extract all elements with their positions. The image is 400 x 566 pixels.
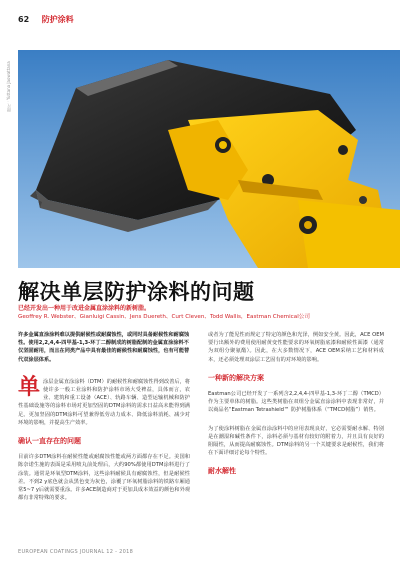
subheading-3: 耐水解性: [208, 467, 236, 476]
body-paragraph-5: 为了使涂料树脂在金属直涂涂料中的应用表现良好，它必需要耐水解、特别是在潮湿和碱性条件下，涂料必须与基材有较好的附着力，并且具有良好的阻隔性，从而提高耐腐蚀性。DTM涂料的另一个关键要求是耐候性，我们将在下面详细讨论每个特性。: [208, 425, 384, 457]
subheading-2: 一种新的解决方案: [208, 373, 264, 382]
left-column: [18, 331, 190, 512]
lead-paragraph: 许多金属直涂涂料难以提供耐候性或耐腐蚀性，或同时具备耐候性和耐腐蚀性。使用2,2,4,4-四甲基-1,3-环丁二醇制成的树脂配制的金属直涂涂料不仅坚固耐用，而且在同类产品中具有最佳的耐候性和耐腐蚀性，也有可能替代双涂层体系。: [18, 332, 190, 363]
body-paragraph-4: Eastman公司已经开发了一系列含2,2,4,4-四甲基-1,3-环丁二醇（TMCD）作为主要单体的树脂。这些类树脂在双组分金属直涂涂料中表现非常好，并以商品名“Eastman Tetrashield™ 防护树脂体系（“TMCD树脂”）销售。: [208, 391, 384, 414]
excavator-bucket-image: [18, 50, 400, 268]
article-title: 解决单层防护涂料的问题: [18, 280, 255, 304]
page-header: [18, 13, 382, 27]
photo-credit: 照片：Yuttana Jaowattana: [6, 61, 11, 112]
article-authors: Geoffrey R. Webster、Gianluigi Cassin、Jens Duereth、Curt Cleven、Todd Wallis，Eastman Chemical公司: [18, 314, 310, 320]
right-column: [208, 331, 384, 484]
hero-photo: [18, 50, 400, 268]
subheading-1: 确认一直存在的问题: [18, 437, 81, 446]
body-paragraph-1-text: 涂层金属直涂涂料（DTM）的耐候性和耐腐蚀性得到改善后，将使许多一般工业涂料和防护涂料市场大受裨益，具体而言，农业、建筑和重工设备（ACE）、轨路车辆、造型运输机械和防护性基础设施等的涂料市场对更加坚固的DTM涂料的需求日益高未能得到满足。更加坚固的DTM涂料可望兼得低劳动力成本、降低涂料消耗、减少对环境的影响，并提高生产效率。: [18, 378, 190, 426]
page-number: 62: [18, 15, 30, 24]
page-footer: EUROPEAN COATINGS JOURNAL 12 - 2018: [18, 549, 134, 555]
body-paragraph-1: [18, 374, 190, 427]
section-label: 防护涂料: [41, 15, 74, 24]
body-paragraph-2: 目前许多DTM涂料在耐候性能或耐腐蚀性能或两方面都存在不足。美国和陈奈诺生施的表面是采用喷丸前处理后，大约90%都使用DTM涂料进行了涂装。通常是环氧型DTM涂料，这些涂料耐候具有耐腐蚀性，但是耐候性差。不到2 y底色就会从黑色变为灰色，涂覆了环氧树脂涂料的铁路车厢通常5~7 y后就需要重涂。许多ACE制造商对于更加具成本效益的颜色和外观都有非常特殊的要求。: [18, 454, 190, 502]
body-paragraph-3: 或者为了能见性而规定了特定的颜色和光泽，例如安全黄。因此，ACE OEM要行出额外的费用使用耐黄变性能要求的环氧树脂底漆和耐候性面漆（通常为双组分聚氨酯）。因此，在大多数情况下，ACE OEM采纳工艺和材料成本，还必须处理双涂层工艺固有的对环境的影响。: [208, 332, 384, 363]
drop-cap: 单: [18, 374, 41, 400]
article-deck: 已经开发出一种用于改进金属直涂涂料的新树脂。: [18, 305, 151, 312]
